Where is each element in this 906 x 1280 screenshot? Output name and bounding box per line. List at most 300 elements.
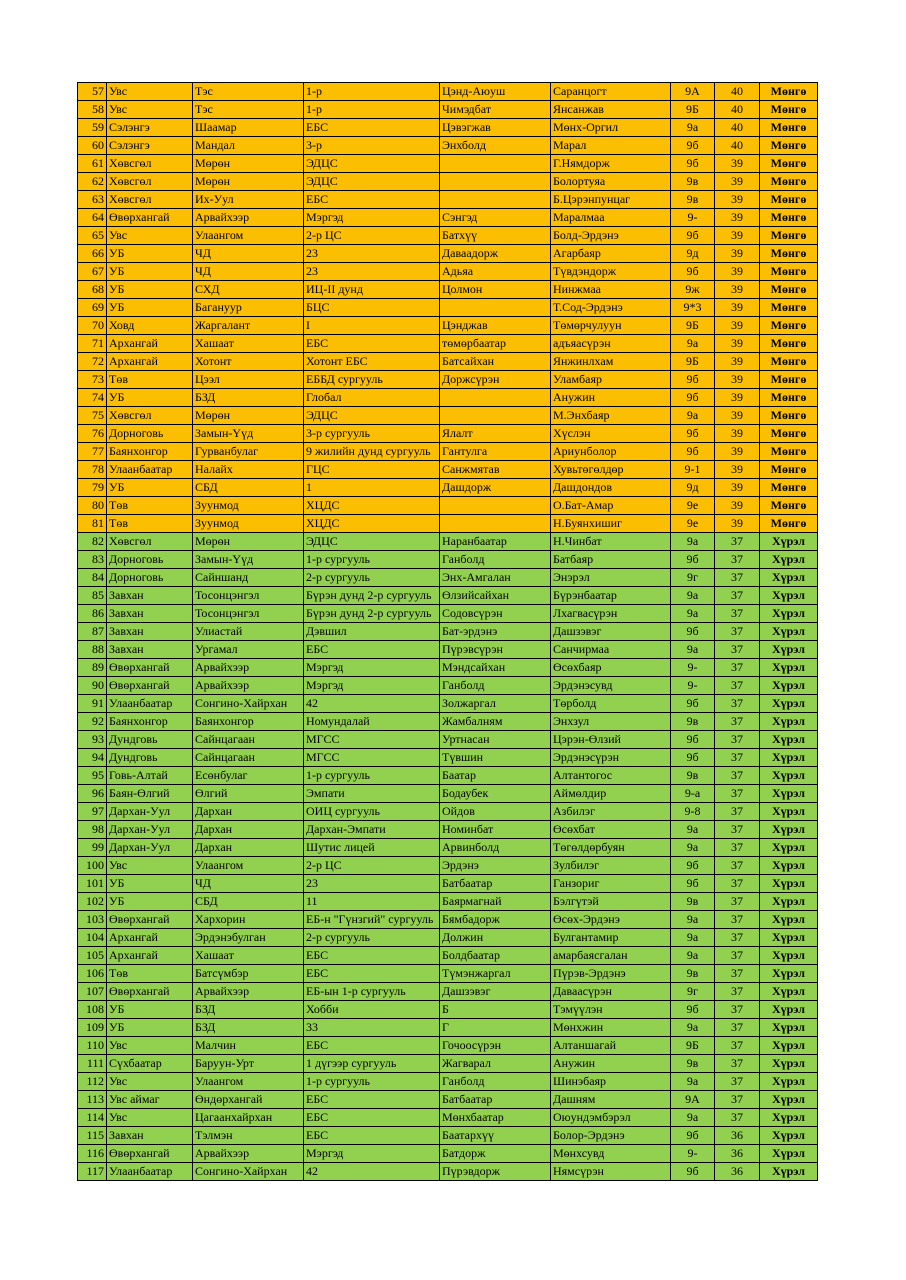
school-cell: 2-р сургууль [304,569,440,587]
award-cell: Мөнгө [760,407,818,425]
school-cell: ЕБС [304,965,440,983]
award-cell: Хүрэл [760,821,818,839]
score-cell: 39 [715,281,760,299]
teacher-cell: Даваадорж [440,245,551,263]
score-cell: 39 [715,371,760,389]
class-cell: 9ж [671,281,715,299]
soum-cell: Батсүмбэр [193,965,304,983]
award-cell: Мөнгө [760,515,818,533]
score-cell: 39 [715,497,760,515]
score-cell: 39 [715,227,760,245]
school-cell: 1-р [304,101,440,119]
award-cell: Хүрэл [760,875,818,893]
aimag-cell: УБ [107,1019,193,1037]
teacher-cell: Түвшин [440,749,551,767]
table-row [78,1019,818,1037]
student-cell: Болортуяа [551,173,671,191]
school-cell: Номундалай [304,713,440,731]
row-number: 86 [78,605,107,623]
teacher-cell [440,299,551,317]
award-cell: Хүрэл [760,965,818,983]
teacher-cell: Арвинболд [440,839,551,857]
soum-cell: БЗД [193,1001,304,1019]
row-number: 100 [78,857,107,875]
teacher-cell: Бат-эрдэнэ [440,623,551,641]
aimag-cell: Увс [107,1073,193,1091]
soum-cell: Хашаат [193,335,304,353]
row-number: 80 [78,497,107,515]
soum-cell: Хашаат [193,947,304,965]
soum-cell: Баянхонгор [193,713,304,731]
aimag-cell: Говь-Алтай [107,767,193,785]
row-number: 99 [78,839,107,857]
aimag-cell: Хөвсгөл [107,173,193,191]
score-cell: 39 [715,155,760,173]
table-row [78,1001,818,1019]
class-cell: 9*3 [671,299,715,317]
table-row [78,173,818,191]
table-row [78,1073,818,1091]
row-number: 66 [78,245,107,263]
row-number: 93 [78,731,107,749]
student-cell: Болд-Эрдэнэ [551,227,671,245]
class-cell: 9- [671,1145,715,1163]
table-row [78,623,818,641]
row-number: 113 [78,1091,107,1109]
aimag-cell: Завхан [107,605,193,623]
student-cell: Булгантамир [551,929,671,947]
school-cell: 1-р сургууль [304,551,440,569]
score-cell: 37 [715,875,760,893]
class-cell: 9б [671,1127,715,1145]
student-cell: Т.Сод-Эрдэнэ [551,299,671,317]
student-cell: Н.Буянхишиг [551,515,671,533]
award-cell: Хүрэл [760,767,818,785]
school-cell: ЭДЦС [304,533,440,551]
table-row [78,731,818,749]
award-cell: Мөнгө [760,263,818,281]
score-cell: 37 [715,929,760,947]
award-cell: Хүрэл [760,1019,818,1037]
aimag-cell: УБ [107,893,193,911]
table-row [78,515,818,533]
table-row [78,821,818,839]
award-cell: Мөнгө [760,83,818,101]
aimag-cell: Өвөрхангай [107,659,193,677]
student-cell: Алтантогос [551,767,671,785]
soum-cell: Дархан [193,839,304,857]
student-cell: Лхагвасүрэн [551,605,671,623]
table-row [78,389,818,407]
student-cell: Янсанжав [551,101,671,119]
score-cell: 36 [715,1127,760,1145]
school-cell: 1-р [304,83,440,101]
soum-cell: БЗД [193,389,304,407]
score-cell: 37 [715,821,760,839]
student-cell: Хүслэн [551,425,671,443]
table-row [78,119,818,137]
table-row [78,263,818,281]
school-cell: ИЦ-II дунд [304,281,440,299]
school-cell: ХЦДС [304,515,440,533]
school-cell: 1-р сургууль [304,1073,440,1091]
table-row [78,803,818,821]
score-cell: 37 [715,1091,760,1109]
score-cell: 37 [715,983,760,1001]
soum-cell: Арвайхээр [193,1145,304,1163]
school-cell: ЕБС [304,1037,440,1055]
teacher-cell: Мөнхбаатар [440,1109,551,1127]
aimag-cell: Архангай [107,947,193,965]
school-cell: ЭДЦС [304,173,440,191]
student-cell: Энхзул [551,713,671,731]
table-row [78,479,818,497]
school-cell: ЕБС [304,335,440,353]
aimag-cell: Архангай [107,353,193,371]
row-number: 76 [78,425,107,443]
table-row [78,317,818,335]
award-cell: Хүрэл [760,1091,818,1109]
aimag-cell: Баянхонгор [107,443,193,461]
score-cell: 39 [715,173,760,191]
table-row [78,281,818,299]
aimag-cell: Хөвсгөл [107,191,193,209]
class-cell: 9а [671,641,715,659]
award-cell: Хүрэл [760,569,818,587]
student-cell: Даваасүрэн [551,983,671,1001]
school-cell: Бүрэн дунд 2-р сургууль [304,605,440,623]
class-cell: 9а [671,533,715,551]
student-cell: Хувьтөгөлдөр [551,461,671,479]
row-number: 70 [78,317,107,335]
soum-cell: Арвайхээр [193,659,304,677]
aimag-cell: Завхан [107,623,193,641]
soum-cell: Улиастай [193,623,304,641]
score-cell: 37 [715,569,760,587]
row-number: 98 [78,821,107,839]
table-row [78,1145,818,1163]
aimag-cell: Дундговь [107,749,193,767]
aimag-cell: Өвөрхангай [107,1145,193,1163]
class-cell: 9б [671,389,715,407]
table-row [78,533,818,551]
class-cell: 9д [671,479,715,497]
student-cell: Нинжмаа [551,281,671,299]
class-cell: 9-1 [671,461,715,479]
class-cell: 9в [671,173,715,191]
row-number: 89 [78,659,107,677]
class-cell: 9а [671,947,715,965]
student-cell: Төгөлдөрбуян [551,839,671,857]
table-row [78,785,818,803]
table-row [78,911,818,929]
teacher-cell: Золжаргал [440,695,551,713]
teacher-cell: Пүрэвсүрэн [440,641,551,659]
table-row [78,659,818,677]
soum-cell: Улаангом [193,857,304,875]
table-row [78,299,818,317]
score-cell: 40 [715,83,760,101]
score-cell: 39 [715,317,760,335]
award-cell: Хүрэл [760,749,818,767]
table-row [78,587,818,605]
teacher-cell: Дашдорж [440,479,551,497]
table-row [78,353,818,371]
aimag-cell: Өвөрхангай [107,677,193,695]
aimag-cell: УБ [107,875,193,893]
class-cell: 9б [671,1001,715,1019]
row-number: 111 [78,1055,107,1073]
table-row [78,425,818,443]
school-cell: 1 [304,479,440,497]
class-cell: 9Б [671,101,715,119]
school-cell: 42 [304,1163,440,1181]
soum-cell: Жаргалант [193,317,304,335]
school-cell: ЕБС [304,641,440,659]
award-cell: Мөнгө [760,299,818,317]
school-cell: 3-р [304,137,440,155]
teacher-cell [440,191,551,209]
school-cell: 3-р сургууль [304,425,440,443]
score-cell: 37 [715,641,760,659]
soum-cell: Эрдэнэбулган [193,929,304,947]
score-cell: 39 [715,389,760,407]
class-cell: 9А [671,1091,715,1109]
student-cell: Мөнх-Оргил [551,119,671,137]
class-cell: 9а [671,407,715,425]
class-cell: 9б [671,371,715,389]
class-cell: 9А [671,83,715,101]
student-cell: Янжинлхам [551,353,671,371]
teacher-cell: Баатар [440,767,551,785]
student-cell: Азбилэг [551,803,671,821]
award-cell: Мөнгө [760,335,818,353]
award-cell: Хүрэл [760,533,818,551]
row-number: 91 [78,695,107,713]
student-cell: Батбаяр [551,551,671,569]
score-cell: 39 [715,263,760,281]
aimag-cell: Завхан [107,641,193,659]
score-cell: 37 [715,605,760,623]
teacher-cell: Пүрэвдорж [440,1163,551,1181]
soum-cell: Хархорин [193,911,304,929]
aimag-cell: Өвөрхангай [107,911,193,929]
score-cell: 37 [715,857,760,875]
award-cell: Мөнгө [760,479,818,497]
row-number: 84 [78,569,107,587]
score-cell: 37 [715,731,760,749]
score-cell: 40 [715,101,760,119]
aimag-cell: Дундговь [107,731,193,749]
aimag-cell: Увс [107,101,193,119]
award-cell: Мөнгө [760,155,818,173]
school-cell: 2-р ЦС [304,227,440,245]
aimag-cell: Баян-Өлгий [107,785,193,803]
award-cell: Хүрэл [760,731,818,749]
award-cell: Хүрэл [760,785,818,803]
teacher-cell: Санжмятав [440,461,551,479]
soum-cell: Мөрөн [193,173,304,191]
row-number: 60 [78,137,107,155]
score-cell: 37 [715,551,760,569]
row-number: 110 [78,1037,107,1055]
student-cell: Дашдондов [551,479,671,497]
aimag-cell: Төв [107,497,193,515]
table-row [78,965,818,983]
soum-cell: Замын-Үүд [193,551,304,569]
award-cell: Мөнгө [760,317,818,335]
teacher-cell: Энх-Амгалан [440,569,551,587]
row-number: 108 [78,1001,107,1019]
student-cell: Агарбаяр [551,245,671,263]
table-row [78,371,818,389]
award-cell: Хүрэл [760,605,818,623]
class-cell: 9б [671,227,715,245]
teacher-cell: Уртнасан [440,731,551,749]
student-cell: Төмөрчулуун [551,317,671,335]
school-cell: ЕББД сургууль [304,371,440,389]
class-cell: 9г [671,569,715,587]
teacher-cell: Ялалт [440,425,551,443]
school-cell: ЕБС [304,1109,440,1127]
teacher-cell: Адьяа [440,263,551,281]
soum-cell: Мөрөн [193,407,304,425]
award-cell: Мөнгө [760,353,818,371]
row-number: 97 [78,803,107,821]
award-cell: Хүрэл [760,839,818,857]
row-number: 104 [78,929,107,947]
aimag-cell: Увс [107,857,193,875]
table-row [78,929,818,947]
student-cell: Санчирмаа [551,641,671,659]
school-cell: 23 [304,875,440,893]
score-cell: 37 [715,1055,760,1073]
school-cell: ОИЦ сургууль [304,803,440,821]
school-cell: Мэргэд [304,209,440,227]
aimag-cell: Улаанбаатар [107,695,193,713]
score-cell: 37 [715,803,760,821]
aimag-cell: Завхан [107,587,193,605]
school-cell: 2-р ЦС [304,857,440,875]
row-number: 78 [78,461,107,479]
student-cell: Түвдэндорж [551,263,671,281]
soum-cell: Улаангом [193,227,304,245]
school-cell: Хотонт ЕБС [304,353,440,371]
aimag-cell: Увс [107,227,193,245]
aimag-cell: Ховд [107,317,193,335]
student-cell: Н.Чинбат [551,533,671,551]
class-cell: 9г [671,983,715,1001]
school-cell: 42 [304,695,440,713]
score-cell: 39 [715,191,760,209]
class-cell: 9б [671,1163,715,1181]
award-cell: Мөнгө [760,461,818,479]
row-number: 117 [78,1163,107,1181]
score-cell: 37 [715,695,760,713]
teacher-cell: Ганболд [440,1073,551,1091]
award-cell: Хүрэл [760,713,818,731]
award-cell: Мөнгө [760,425,818,443]
aimag-cell: Баянхонгор [107,713,193,731]
aimag-cell: Архангай [107,335,193,353]
student-cell: Дашзэвэг [551,623,671,641]
score-cell: 39 [715,443,760,461]
student-cell: Алтаншагай [551,1037,671,1055]
teacher-cell: Должин [440,929,551,947]
student-cell: Маралмаа [551,209,671,227]
soum-cell: Сонгино-Хайрхан [193,1163,304,1181]
school-cell: Мэргэд [304,1145,440,1163]
row-number: 102 [78,893,107,911]
soum-cell: Тэс [193,83,304,101]
teacher-cell: Наранбаатар [440,533,551,551]
school-cell: 9 жилийн дунд сургууль [304,443,440,461]
table-row [78,83,818,101]
table-row [78,551,818,569]
award-cell: Мөнгө [760,371,818,389]
teacher-cell [440,497,551,515]
soum-cell: БЗД [193,1019,304,1037]
soum-cell: Ургамал [193,641,304,659]
award-cell: Мөнгө [760,191,818,209]
aimag-cell: Сэлэнгэ [107,137,193,155]
score-cell: 39 [715,335,760,353]
class-cell: 9е [671,497,715,515]
row-number: 103 [78,911,107,929]
aimag-cell: Сэлэнгэ [107,119,193,137]
school-cell: ЕБС [304,191,440,209]
teacher-cell: Цолмон [440,281,551,299]
class-cell: 9- [671,209,715,227]
student-cell: Өсөхбаяр [551,659,671,677]
teacher-cell: Батхүү [440,227,551,245]
soum-cell: Өндөрхангай [193,1091,304,1109]
table-row [78,1109,818,1127]
class-cell: 9а [671,605,715,623]
score-cell: 37 [715,1109,760,1127]
row-number: 105 [78,947,107,965]
soum-cell: Сонгино-Хайрхан [193,695,304,713]
teacher-cell: Гантулга [440,443,551,461]
school-cell: I [304,317,440,335]
school-cell: ЕБС [304,119,440,137]
teacher-cell [440,515,551,533]
table-row [78,137,818,155]
table-row [78,1127,818,1145]
school-cell: 23 [304,263,440,281]
score-cell: 39 [715,209,760,227]
school-cell: 33 [304,1019,440,1037]
score-cell: 37 [715,533,760,551]
soum-cell: Сайншанд [193,569,304,587]
teacher-cell: төмөрбаатар [440,335,551,353]
school-cell: 2-р сургууль [304,929,440,947]
soum-cell: Тэс [193,101,304,119]
teacher-cell: Батсайхан [440,353,551,371]
school-cell: ЭДЦС [304,155,440,173]
aimag-cell: Дархан-Уул [107,839,193,857]
teacher-cell: Энхболд [440,137,551,155]
table-row [78,191,818,209]
row-number: 90 [78,677,107,695]
school-cell: 11 [304,893,440,911]
soum-cell: Мандал [193,137,304,155]
table-row [78,443,818,461]
school-cell: ЕБС [304,947,440,965]
award-cell: Хүрэл [760,1073,818,1091]
table-row [78,245,818,263]
aimag-cell: УБ [107,389,193,407]
